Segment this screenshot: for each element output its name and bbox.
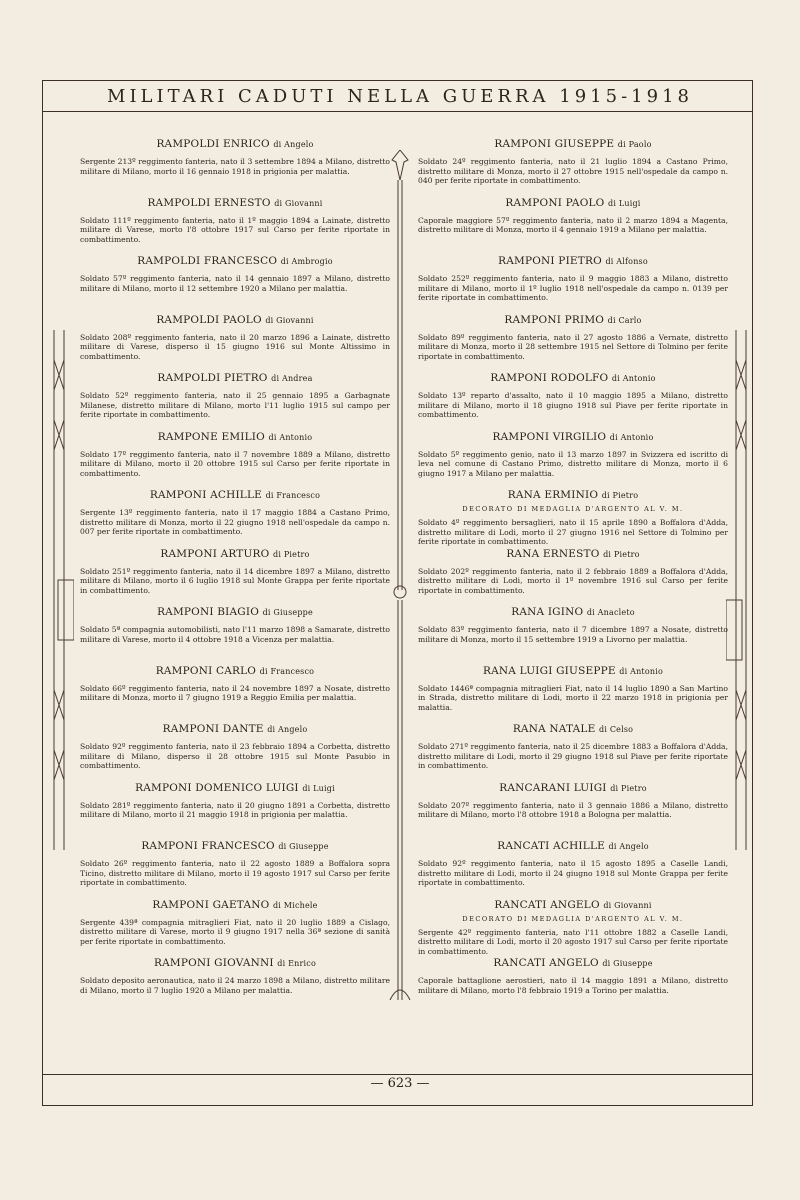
entry-text: Sergente 42º reggimento fanteria, nato l'11 ottobre 1882 a Caselle Landi, distretto militare di Lodi, morto il 20 agosto 1917 sul Carso per ferite riportate in combattimento. <box>418 927 728 956</box>
entry-text: Soldato 92º reggimento fanteria, nato il 15 agosto 1895 a Caselle Landi, distretto militare di Lodi, morto il 24 giugno 1918 sul Monte Grappa per ferite riportate in combattimento. <box>418 859 728 888</box>
entry-parentage: di Pietro <box>273 549 310 559</box>
footer-rule <box>43 1074 752 1075</box>
memorial-entry <box>418 957 728 1016</box>
entry-parentage: di Antonio <box>619 666 663 676</box>
entry-name <box>80 665 390 677</box>
entry-surname-forename: RAMPONE EMILIO <box>157 430 265 443</box>
memorial-entry <box>80 665 390 724</box>
entry-name <box>80 899 390 911</box>
entry-surname-forename: RAMPONI VIRGILIO <box>492 430 607 443</box>
entry-surname-forename: RAMPONI GAETANO <box>152 898 270 911</box>
entry-surname-forename: RAMPONI ARTURO <box>160 547 270 560</box>
memorial-entry <box>418 372 728 431</box>
header-rule <box>43 111 752 112</box>
entry-text: Soldato 24º reggimento fanteria, nato il 21 luglio 1894 a Castano Primo, distretto militare di Monza, morto il 27 ottobre 1915 nell'ospedale da campo n. 040 per ferite riportate in combattimento. <box>418 157 728 186</box>
entry-name <box>418 138 728 150</box>
entry-surname-forename: RAMPONI CARLO <box>155 664 257 677</box>
page-number: — 623 — <box>370 1076 430 1091</box>
entry-surname-forename: RANCATI ANGELO <box>493 957 599 969</box>
entry-parentage: di Celso <box>599 725 634 734</box>
entry-text: Soldato 4º reggimento bersaglieri, nato il 15 aprile 1890 a Boffalora d'Adda, distretto militare di Lodi, morto il 27 giugno 1916 nel Settore di Tolmino per ferite riportate in combattimento. <box>418 518 728 547</box>
entry-surname-forename: RAMPONI GIOVANNI <box>154 957 274 969</box>
entry-text: Soldato 208º reggimento fanteria, nato il 20 marzo 1896 a Lainate, distretto militare di Varese, disperso il 15 giugno 1916 sul Monte Altissimo in combattimento. <box>80 332 390 361</box>
entry-name <box>80 548 390 560</box>
entry-parentage: di Antonio <box>268 432 313 442</box>
memorial-entry <box>418 665 728 724</box>
memorial-entry <box>418 255 728 314</box>
memorial-entry <box>80 489 390 548</box>
entry-name <box>418 431 728 443</box>
memorial-entry <box>418 431 728 490</box>
entry-surname-forename: RAMPONI DOMENICO LUIGI <box>135 781 299 794</box>
entry-name <box>80 431 390 443</box>
entry-text: Soldato 251º reggimento fanteria, nato il 14 dicembre 1897 a Milano, distretto militare di Milano, morto il 6 luglio 1918 sul Monte Grappa per ferite riportate in combattimento. <box>80 566 390 595</box>
entry-surname-forename: RANA ERNESTO <box>506 547 600 560</box>
memorial-entry <box>80 431 390 490</box>
entry-text: Soldato 281º reggimento fanteria, nato il 20 giugno 1891 a Corbetta, distretto militare di Milano, morto il 21 maggio 1918 in prigionia per malattia. <box>80 800 390 820</box>
entry-name <box>418 782 728 794</box>
entry-surname-forename: RAMPONI ACHILLE <box>149 489 263 501</box>
entry-text: Soldato 26º reggimento fanteria, nato il 22 agosto 1889 a Boffalora sopra Ticino, distretto militare di Milano, morto il 19 agosto 1917 sul Carso per ferite riportate in combattimento. <box>80 859 390 888</box>
entry-name <box>418 197 728 209</box>
memorial-entry <box>418 723 728 782</box>
entry-parentage: di Pietro <box>610 783 647 793</box>
entry-name <box>418 840 728 852</box>
entry-text: Soldato 252º reggimento fanteria, nato il 9 maggio 1883 a Milano, distretto militare di Milano, morto il 1º luglio 1918 nell'ospedale da campo n. 0139 per ferite riportate in combattimento. <box>418 274 728 303</box>
entry-name <box>80 489 390 501</box>
entry-text: Soldato 111º reggimento fanteria, nato il 1º maggio 1894 a Lainate, distretto militare di Varese, morto l'8 ottobre 1917 sul Carso per ferite riportate in combattimento. <box>80 215 390 244</box>
entry-surname-forename: RANA LUIGI GIUSEPPE <box>483 664 616 677</box>
entry-name <box>418 606 728 618</box>
entry-parentage: di Angelo <box>273 140 314 149</box>
entry-name <box>418 489 728 501</box>
entry-surname-forename: RAMPONI GIUSEPPE <box>494 138 615 150</box>
entry-decoration: DECORATO DI MEDAGLIA D'ARGENTO AL V. M. <box>462 914 684 923</box>
memorial-entry <box>80 840 390 899</box>
entry-surname-forename: RAMPOLDI FRANCESCO <box>137 255 278 267</box>
entry-surname-forename: RAMPONI DANTE <box>162 723 264 735</box>
entry-name <box>418 957 728 969</box>
entry-parentage: di Anacleto <box>586 608 635 617</box>
entry-name <box>418 548 728 560</box>
right-column <box>418 138 728 1016</box>
entry-surname-forename: RANA ERMINIO <box>507 489 599 501</box>
entry-parentage: di Giovanni <box>274 198 323 208</box>
entry-surname-forename: RAMPOLDI PIETRO <box>157 372 268 384</box>
entry-text: Soldato 52º reggimento fanteria, nato il 25 gennaio 1895 a Garbagnate Milanese, distretto militare di Milano, morto l'11 luglio 1915 sul campo per ferite riportate in combattimento. <box>80 391 390 420</box>
entry-surname-forename: RANCATI ANGELO <box>494 898 600 911</box>
memorial-entry <box>418 314 728 373</box>
entry-name <box>418 723 728 735</box>
left-column <box>80 138 390 1016</box>
entry-surname-forename: RAMPONI PIETRO <box>498 255 602 267</box>
entry-parentage: di Francesco <box>265 491 321 500</box>
entry-parentage: di Pietro <box>603 549 640 559</box>
memorial-entry <box>80 197 390 256</box>
entry-parentage: di Antonio <box>609 432 654 442</box>
entry-text: Soldato 66º reggimento fanteria, nato il 24 novembre 1897 a Nosate, distretto militare di Monza, morto il 7 giugno 1919 a Reggio Emilia per malattia. <box>80 683 390 703</box>
entry-surname-forename: RAMPONI BIAGIO <box>157 606 260 618</box>
entry-parentage: di Angelo <box>267 725 308 734</box>
entry-text: Sergente 213º reggimento fanteria, nato il 3 settembre 1894 a Milano, distretto militare di Milano, morto il 16 gennaio 1918 in prigionia per malattia. <box>80 157 390 176</box>
memorial-entry <box>418 840 728 899</box>
entry-text: Soldato 17º reggimento fanteria, nato il 7 novembre 1889 a Milano, distretto militare di Milano, morto il 20 ottobre 1915 sul Carso per ferite riportate in combattimento. <box>80 449 390 478</box>
entry-text: Soldato 57º reggimento fanteria, nato il 14 gennaio 1897 a Milano, distretto militare di Milano, morto il 12 settembre 1920 a Milano per malattia. <box>80 274 390 293</box>
entry-text: Soldato deposito aeronautica, nato il 24 marzo 1898 a Milano, distretto militare di Milano, morto il 7 luglio 1920 a Milano per malattia. <box>80 976 390 995</box>
memorial-entry <box>418 489 728 548</box>
memorial-entry <box>80 138 390 197</box>
memorial-entry <box>418 548 728 607</box>
entry-parentage: di Giuseppe <box>262 608 313 617</box>
entry-parentage: di Paolo <box>617 140 652 149</box>
entry-parentage: di Carlo <box>607 315 642 325</box>
entry-surname-forename: RANA IGINO <box>511 606 584 618</box>
entry-text: Sergente 13º reggimento fanteria, nato il 17 maggio 1884 a Castano Primo, distretto militare di Monza, morto il 22 giugno 1918 nell'ospedale da campo n. 007 per ferite riportate in combattimento. <box>80 508 390 537</box>
entry-parentage: di Antonio <box>611 374 656 383</box>
entry-text: Caporale battaglione aerostieri, nato il 14 maggio 1891 a Milano, distretto militare di Milano, morto l'8 febbraio 1919 a Torino per malattia. <box>418 976 728 995</box>
entry-name <box>80 723 390 735</box>
entry-name <box>418 255 728 267</box>
entry-name <box>80 255 390 267</box>
page-title: MILITARI CADUTI NELLA GUERRA 1915-1918 <box>107 86 693 107</box>
entry-decoration: DECORATO DI MEDAGLIA D'ARGENTO AL V. M. <box>462 505 684 513</box>
memorial-entry <box>418 138 728 197</box>
entry-text: Soldato 207º reggimento fanteria, nato il 3 gennaio 1886 a Milano, distretto militare di Milano, morto l'8 ottobre 1918 a Bologna per malattia. <box>418 800 728 820</box>
entry-text: Soldato 1446ª compagnia mitraglieri Fiat, nato il 14 luglio 1890 a San Martino in Strada, distretto militare di Lodi, morto il 22 marzo 1918 in prigionia per malattia. <box>418 683 728 712</box>
memorial-entry <box>418 899 728 958</box>
center-pole-ornament <box>388 150 412 1010</box>
entry-text: Soldato 13º reparto d'assalto, nato il 10 maggio 1895 a Milano, distretto militare di Milano, morto il 18 giugno 1918 sul Piave per ferite riportate in combattimento. <box>418 391 728 420</box>
left-pole-ornament <box>44 330 74 850</box>
entry-parentage: di Pietro <box>601 491 639 500</box>
entry-text: Soldato 5º reggimento genio, nato il 13 marzo 1897 in Svizzera ed iscritto di leva nel comune di Castano Primo, distretto militare di Monza, morto il 6 giugno 1917 a Milano per malattia. <box>418 449 728 478</box>
entry-parentage: di Giovanni <box>265 315 314 325</box>
entry-surname-forename: RANCARANI LUIGI <box>499 781 607 794</box>
memorial-entry <box>418 197 728 256</box>
entry-surname-forename: RAMPONI RODOLFO <box>490 372 609 384</box>
memorial-entry <box>80 957 390 1016</box>
entry-surname-forename: RAMPOLDI PAOLO <box>156 313 262 326</box>
entry-name <box>80 314 390 326</box>
entry-surname-forename: RANA NATALE <box>512 723 596 735</box>
memorial-entry <box>80 548 390 607</box>
memorial-entry <box>80 314 390 373</box>
entry-surname-forename: RAMPOLDI ENRICO <box>156 138 270 150</box>
entry-text: Soldato 89º reggimento fanteria, nato il 27 agosto 1886 a Vernate, distretto militare di Monza, morto il 28 settembre 1915 nel Settore di Tolmino per ferite riportate in combattimento. <box>418 332 728 361</box>
entry-surname-forename: RAMPOLDI ERNESTO <box>147 196 271 209</box>
entry-surname-forename: RANCATI ACHILLE <box>497 840 605 852</box>
entry-surname-forename: RAMPONI PAOLO <box>505 196 605 209</box>
entry-parentage: di Angelo <box>608 842 649 851</box>
memorial-entry <box>80 782 390 841</box>
entry-parentage: di Ambrogio <box>280 257 333 266</box>
entry-parentage: di Andrea <box>271 374 313 383</box>
entry-parentage: di Enrico <box>277 959 316 968</box>
memorial-entry <box>80 255 390 314</box>
entry-text: Soldato 202º reggimento fanteria, nato il 2 febbraio 1889 a Boffalora d'Adda, distretto militare di Lodi, morto il 1º novembre 1916 sul Carso per ferite riportate in combattimento. <box>418 566 728 595</box>
entry-name <box>418 314 728 326</box>
entry-surname-forename: RAMPONI PRIMO <box>504 313 605 326</box>
entry-name <box>80 372 390 384</box>
entry-name <box>418 372 728 384</box>
entry-text: Soldato 5ª compagnia automobilisti, nato l'11 marzo 1898 a Samarate, distretto militare di Varese, morto il 4 ottobre 1918 a Vicenza per malattia. <box>80 625 390 644</box>
memorial-entry <box>418 782 728 841</box>
entry-text: Caporale maggiore 57º reggimento fanteria, nato il 2 marzo 1894 a Magenta, distretto militare di Monza, morto il 4 gennaio 1919 a Milano per malattia. <box>418 215 728 235</box>
entry-text: Soldato 271º reggimento fanteria, nato il 25 dicembre 1883 a Boffalora d'Adda, distretto militare di Lodi, morto il 29 giugno 1918 sul Piave per ferite riportate in combattimento. <box>418 742 728 771</box>
memorial-entry <box>80 899 390 958</box>
right-pole-ornament <box>726 330 756 850</box>
entry-parentage: di Francesco <box>259 666 315 676</box>
entry-parentage: di Luigi <box>608 198 641 208</box>
entry-text: Soldato 92º reggimento fanteria, nato il 23 febbraio 1894 a Corbetta, distretto militare di Milano, disperso il 28 ottobre 1915 sul Monte Pasubio in combattimento. <box>80 742 390 771</box>
memorial-entry <box>80 372 390 431</box>
entry-name <box>80 197 390 209</box>
entry-parentage: di Michele <box>272 900 318 910</box>
memorial-entry <box>80 606 390 665</box>
entry-parentage: di Alfonso <box>605 257 648 266</box>
memorial-entry <box>80 723 390 782</box>
entry-name <box>80 782 390 794</box>
entry-name <box>80 840 390 852</box>
entry-parentage: di Giuseppe <box>602 959 653 968</box>
entry-name <box>80 606 390 618</box>
entry-name <box>418 899 728 911</box>
entry-surname-forename: RAMPONI FRANCESCO <box>141 840 275 852</box>
entry-name <box>80 138 390 150</box>
entry-text: Sergente 439ª compagnia mitraglieri Fiat, nato il 20 luglio 1889 a Cislago, distretto militare di Varese, morto il 9 giugno 1917 nella 36ª sezione di sanità per ferite riportate in combattimento. <box>80 917 390 946</box>
entry-name <box>418 665 728 677</box>
entry-text: Soldato 83º reggimento fanteria, nato il 7 dicembre 1897 a Nosate, distretto militare di Monza, morto il 15 settembre 1919 a Livorno per malattia. <box>418 625 728 644</box>
entry-parentage: di Luigi <box>302 783 335 793</box>
entry-parentage: di Giuseppe <box>278 842 329 851</box>
entry-name <box>80 957 390 969</box>
memorial-entry <box>418 606 728 665</box>
entry-parentage: di Giovanni <box>603 900 652 910</box>
